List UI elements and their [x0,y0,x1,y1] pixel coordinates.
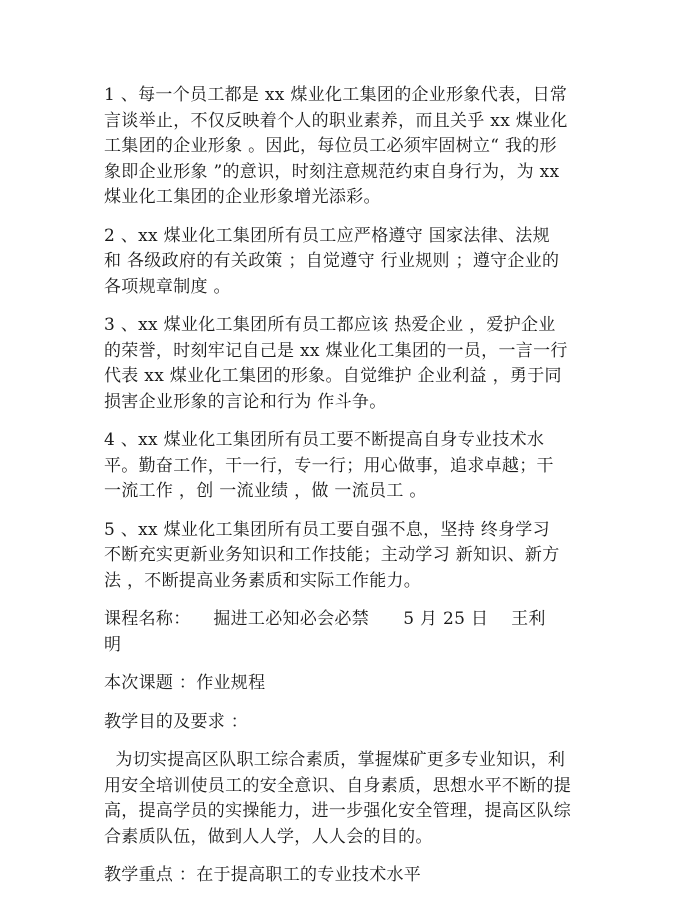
paragraph-gap [104,505,612,518]
paragraph-3 [104,313,612,415]
paragraph-gap [104,697,612,710]
text-line: 5 、xx 煤业化工集团所有员工要自强不息，坚持 终身学习 [104,519,550,540]
lesson-topic [104,671,612,697]
paragraph-1 [104,83,612,211]
text-line: 本次课题 ：作业规程 [104,673,266,693]
paragraph-gap [104,594,612,607]
paragraph-gap [104,300,612,313]
teaching-focus [104,863,612,889]
text-line: 平。勤奋工作，干一行，专一行；用心做事，追求卓越；干 [104,455,554,476]
paragraph-gap [104,211,612,224]
text-line: 教学重点 ：在于提高职工的专业技术水平 [104,865,422,885]
text-line: 工集团的企业形象 。因此，每位员工必须牢固树立“ 我的形 [104,136,557,156]
text-line: 一流工作 ，创 一流业绩 ，做 一流员工 。 [104,481,427,501]
paragraph-4 [104,428,612,505]
text-line: 课程名称： 掘进工必知必会必禁 5 月 25 日 王利 [104,609,546,629]
course-info [104,607,612,658]
text-line: 1 、每一个员工都是 xx 煤业化工集团的企业形象代表，日常 [104,85,568,105]
text-line: 3 、xx 煤业化工集团所有员工都应该 热爱企业 ，爱护企业 [104,315,556,335]
paragraph-2 [104,224,612,301]
text-line: 明 [104,634,122,655]
text-line: 损害企业形象的言论和行为 作斗争。 [104,391,387,412]
text-line: 的荣誉，时刻牢记自己是 xx 煤业化工集团的一员，一言一行 [104,340,568,361]
text-line: 言谈举止，不仅反映着个人的职业素养，而且关乎 xx 煤业化 [104,110,568,131]
paragraph-gap [104,415,612,428]
teaching-goals-body [104,748,612,850]
text-line: 为切实提高区队职工综合素质，掌握煤矿更多专业知识，利 [104,750,566,770]
text-line: 教学目的及要求 ： [104,711,249,732]
text-line: 各项规章制度 。 [104,276,231,297]
text-line: 4 、xx 煤业化工集团所有员工要不断提高自身专业技术水 [104,430,545,450]
text-line: 煤业化工集团的企业形象增光添彩。 [104,187,381,207]
text-line: 象即企业形象 ”的意识，时刻注意规范约束自身行为，为 xx [104,161,560,182]
text-line: 法 ，不断提高业务素质和实际工作能力。 [104,570,422,591]
text-line: 高，提高学员的实操能力，进一步强化安全管理，提高区队综 [104,801,572,821]
paragraph-gap [104,735,612,748]
paragraph-gap [104,850,612,863]
text-line: 2 、xx 煤业化工集团所有员工应严格遵守 国家法律、法规 [104,225,550,246]
paragraph-5 [104,518,612,595]
text-line: 合素质队伍，做到人人学，人人会的目的。 [104,826,433,847]
paragraph-gap [104,658,612,671]
text-line: 不断充实更新业务知识和工作技能；主动学习 新知识、新方 [104,545,560,565]
text-line: 用安全培训使员工的安全意识、自身素质，思想水平不断的提 [104,775,572,796]
teaching-goals-heading [104,710,612,736]
text-line: 和 各级政府的有关政策 ；自觉遵守 行业规则 ；遵守企业的 [104,251,560,271]
text-line: 代表 xx 煤业化工集团的形象。自觉维护 企业利益 ，勇于同 [104,366,562,386]
